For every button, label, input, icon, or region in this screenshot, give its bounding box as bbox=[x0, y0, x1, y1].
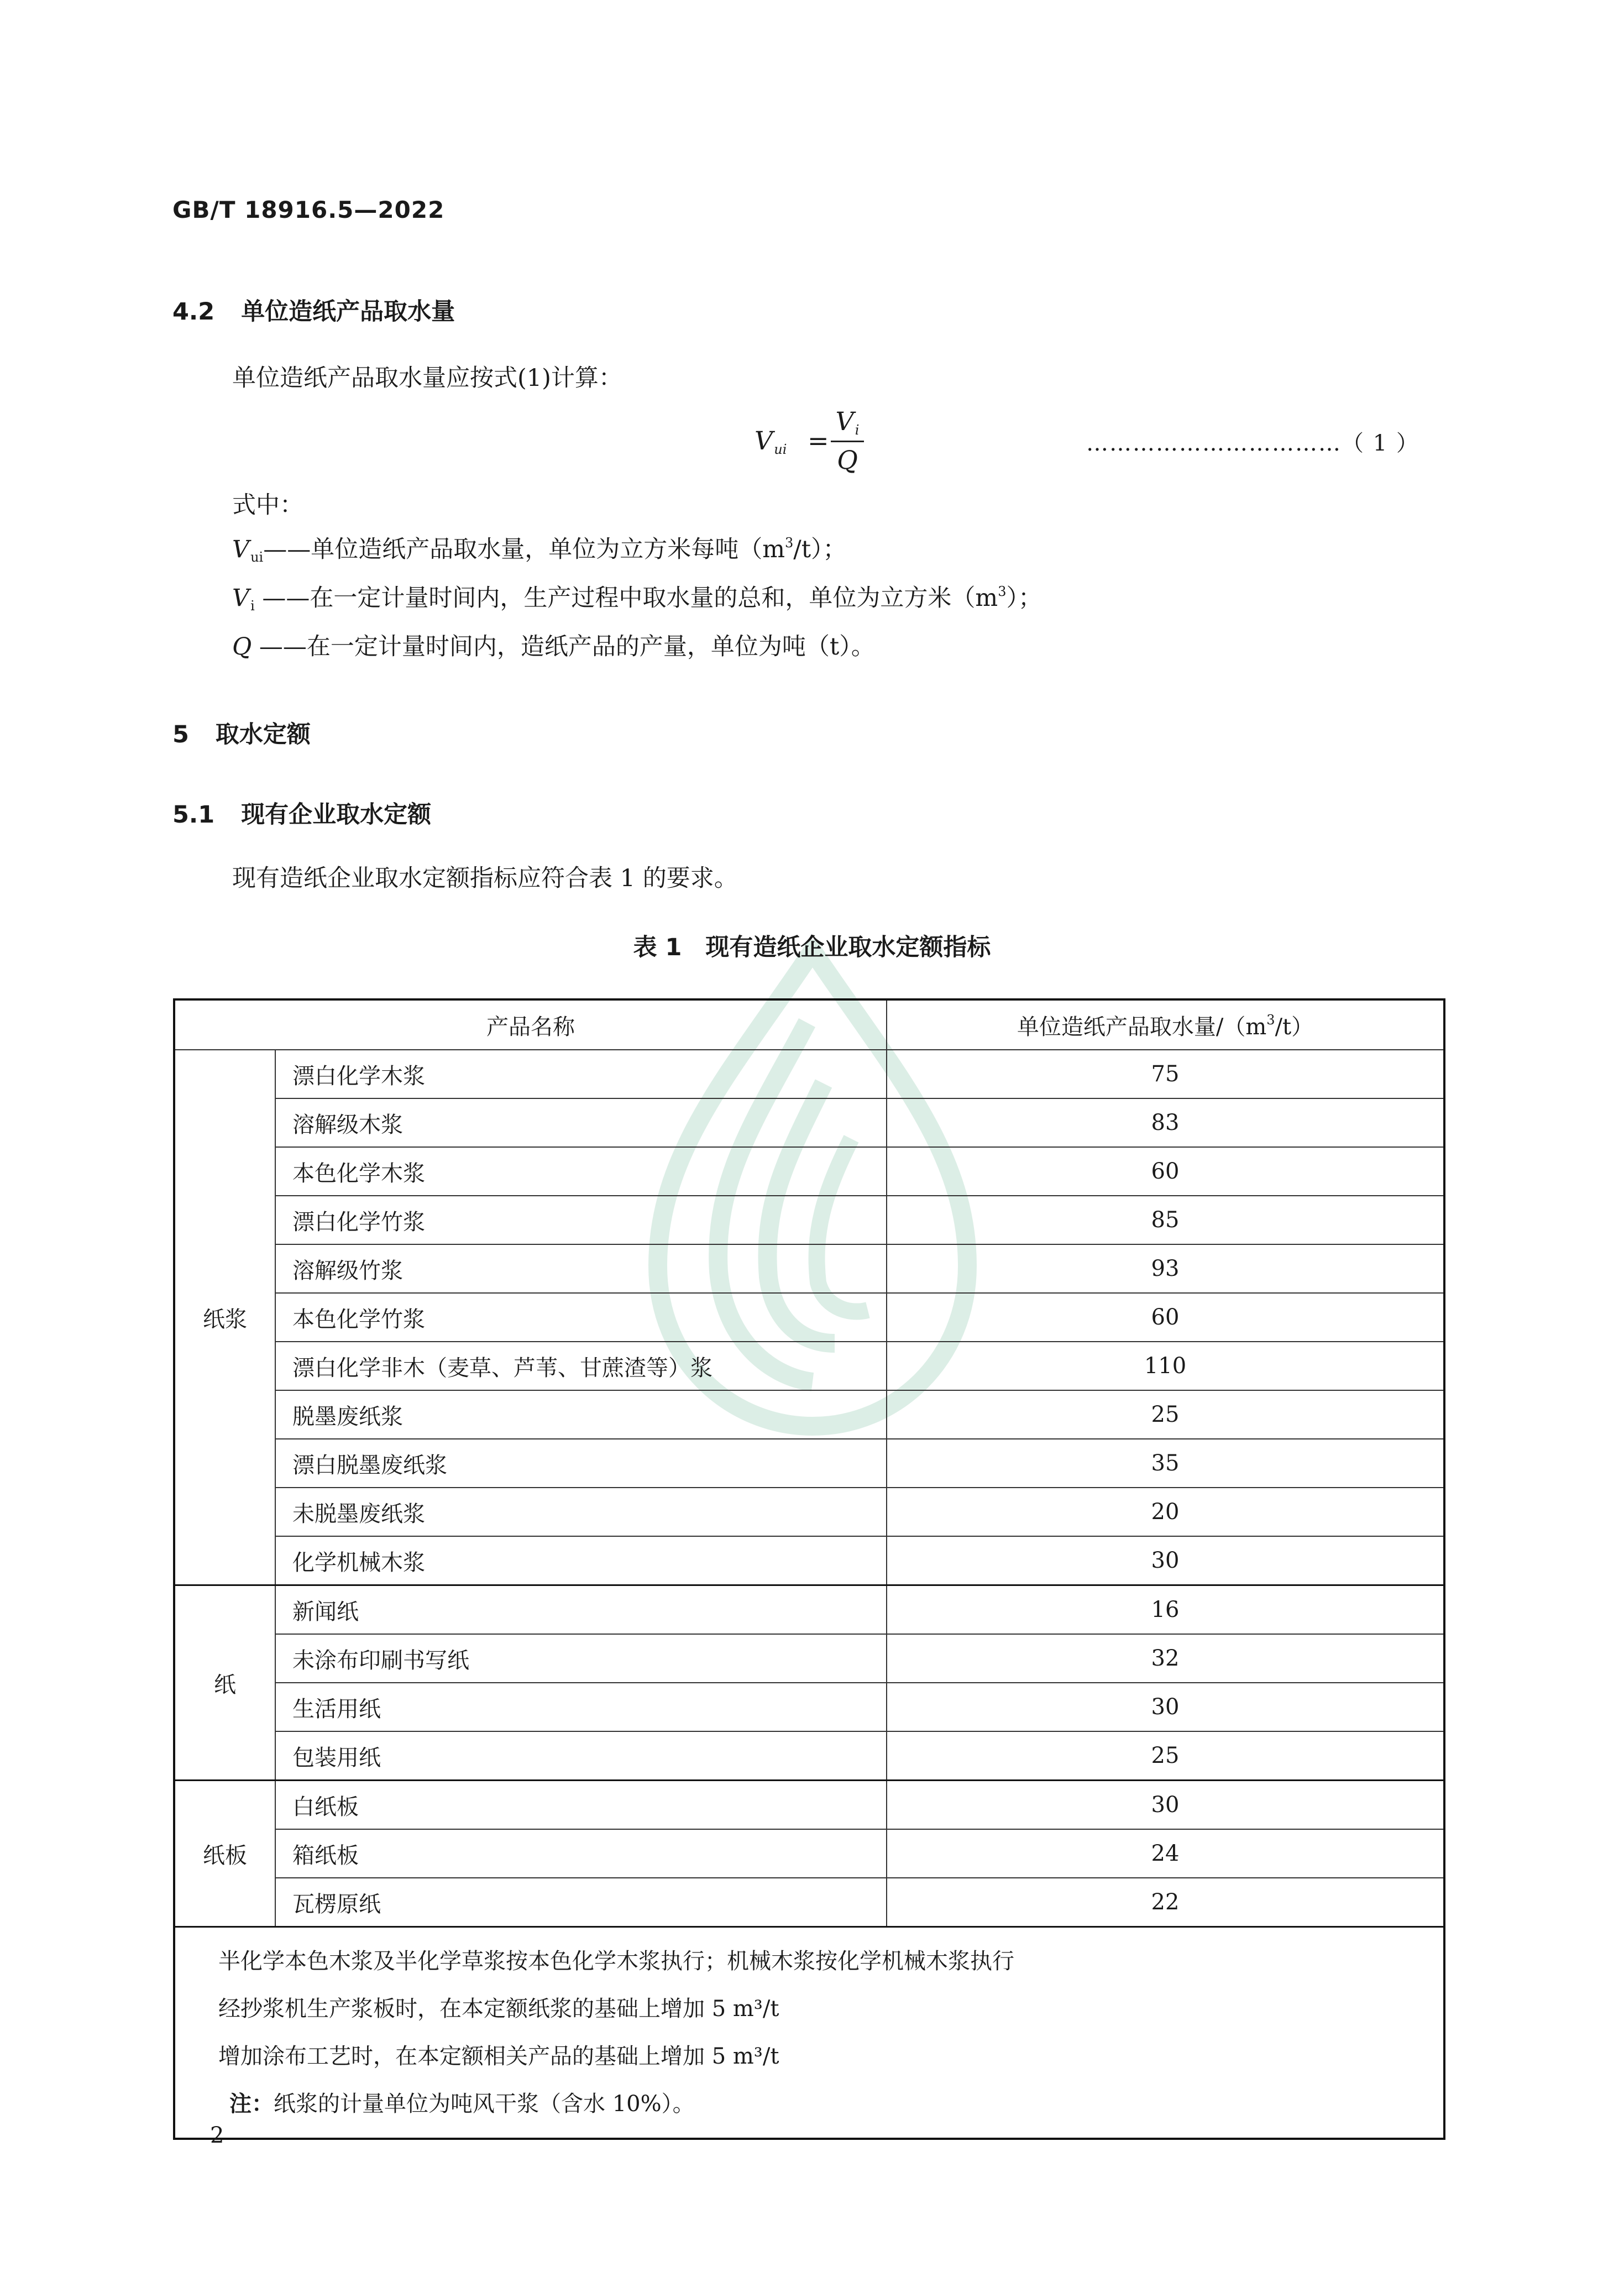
water-intake-value-cell: 60 bbox=[887, 1293, 1444, 1342]
page-number: 2 bbox=[210, 2123, 224, 2148]
water-intake-value-cell: 30 bbox=[887, 1781, 1444, 1830]
formula-equals: = bbox=[808, 426, 829, 456]
water-intake-value-cell: 93 bbox=[887, 1244, 1444, 1293]
fraction-bar bbox=[831, 441, 864, 442]
table-note-line: 经抄浆机生产浆板时，在本定额纸浆的基础上增加 5 m³/t bbox=[218, 1996, 779, 2022]
product-name-cell: 新闻纸 bbox=[275, 1585, 887, 1635]
category-cell: 纸 bbox=[174, 1585, 275, 1781]
section-heading-4-2 bbox=[172, 293, 455, 327]
section-title: 取水定额 bbox=[215, 721, 311, 748]
water-quota-table bbox=[173, 998, 1445, 2140]
equation-number: ……………………………（ 1 ） bbox=[1086, 431, 1419, 456]
table-note-line: 增加涂布工艺时，在本定额相关产品的基础上增加 5 m³/t bbox=[218, 2044, 779, 2069]
category-cell: 纸浆 bbox=[174, 1050, 275, 1585]
water-intake-value-cell: 32 bbox=[887, 1634, 1444, 1683]
table-row bbox=[174, 1878, 1444, 1927]
water-intake-value-cell: 16 bbox=[887, 1585, 1444, 1635]
section-title: 单位造纸产品取水量 bbox=[241, 298, 455, 326]
product-name-cell: 脱墨废纸浆 bbox=[275, 1390, 887, 1439]
water-intake-value-cell: 30 bbox=[887, 1536, 1444, 1585]
header-water-intake: 单位造纸产品取水量$/(m^3/t)$ bbox=[887, 999, 1444, 1050]
water-intake-value-cell: 75 bbox=[887, 1050, 1444, 1098]
table-row bbox=[174, 1585, 1444, 1635]
definition-q: Q ——在一定计量时间内，造纸产品的产量，单位为吨（t）。 bbox=[232, 633, 875, 661]
product-name-cell: 本色化学竹浆 bbox=[275, 1293, 887, 1342]
product-name-cell: 漂白化学竹浆 bbox=[275, 1196, 887, 1244]
product-name-cell: 未涂布印刷书写纸 bbox=[275, 1634, 887, 1683]
table-row bbox=[174, 1098, 1444, 1147]
water-intake-value-cell: 60 bbox=[887, 1147, 1444, 1196]
table-row bbox=[174, 1050, 1444, 1098]
section-heading-5-1 bbox=[172, 796, 431, 830]
category-cell: 纸板 bbox=[174, 1781, 275, 1927]
formula-numerator: $V_i$ bbox=[835, 406, 860, 438]
where-label: 式中： bbox=[232, 491, 303, 519]
product-name-cell: 包装用纸 bbox=[275, 1731, 887, 1781]
water-intake-value-cell: 22 bbox=[887, 1878, 1444, 1927]
table-row bbox=[174, 1196, 1444, 1244]
table-row bbox=[174, 1488, 1444, 1536]
formula-lhs: $V_{ui}$ bbox=[755, 426, 787, 457]
water-intake-value-cell: 25 bbox=[887, 1390, 1444, 1439]
section-5-1-intro: 现有造纸企业取水定额指标应符合表 1 的要求。 bbox=[232, 865, 738, 892]
product-name-cell: 漂白脱墨废纸浆 bbox=[275, 1439, 887, 1488]
product-name-cell: 白纸板 bbox=[275, 1781, 887, 1830]
table-row bbox=[174, 1536, 1444, 1585]
table-row bbox=[174, 1244, 1444, 1293]
header-product-name: 产品名称 bbox=[174, 999, 887, 1050]
section-title: 现有企业取水定额 bbox=[241, 801, 432, 829]
water-intake-value-cell: 30 bbox=[887, 1683, 1444, 1731]
note-label: 注： bbox=[229, 2091, 274, 2117]
table-note-line: 半化学本色木浆及半化学草浆按本色化学木浆执行；机械木浆按化学机械木浆执行 bbox=[218, 1949, 1014, 1974]
table-row bbox=[174, 1634, 1444, 1683]
table-notes-row bbox=[174, 1927, 1444, 2139]
table-caption: 表 1 现有造纸企业取水定额指标 bbox=[633, 934, 991, 961]
table-row bbox=[174, 1829, 1444, 1878]
water-intake-value-cell: 25 bbox=[887, 1731, 1444, 1781]
water-intake-value-cell: 83 bbox=[887, 1098, 1444, 1147]
product-name-cell: 化学机械木浆 bbox=[275, 1536, 887, 1585]
definition-vui: $V_{ui}——$单位造纸产品取水量，单位为立方米每吨$(m^3/t)$； bbox=[232, 535, 847, 565]
water-intake-value-cell: 24 bbox=[887, 1829, 1444, 1878]
product-name-cell: 溶解级竹浆 bbox=[275, 1244, 887, 1293]
definition-vi: $V_i$ ——在一定计量时间内，生产过程中取水量的总和，单位为立方米$(m^3)$； bbox=[232, 584, 1042, 614]
section-number: 4.2 bbox=[172, 298, 215, 326]
section-number: 5.1 bbox=[172, 801, 215, 829]
table-row bbox=[174, 1342, 1444, 1390]
section-number: 5 bbox=[172, 721, 189, 748]
formula-1 bbox=[755, 406, 865, 478]
product-name-cell: 漂白化学木浆 bbox=[275, 1050, 887, 1098]
table-row bbox=[174, 1731, 1444, 1781]
product-name-cell: 箱纸板 bbox=[275, 1829, 887, 1878]
water-intake-value-cell: 110 bbox=[887, 1342, 1444, 1390]
table-header-row bbox=[174, 999, 1444, 1050]
table-row bbox=[174, 1683, 1444, 1731]
product-name-cell: 漂白化学非木（麦草、芦苇、甘蔗渣等）浆 bbox=[275, 1342, 887, 1390]
table-row bbox=[174, 1390, 1444, 1439]
product-name-cell: 未脱墨废纸浆 bbox=[275, 1488, 887, 1536]
section-4-2-intro: 单位造纸产品取水量应按式(1)计算： bbox=[232, 364, 622, 392]
water-intake-value-cell: 35 bbox=[887, 1439, 1444, 1488]
product-name-cell: 瓦楞原纸 bbox=[275, 1878, 887, 1927]
note-text: 纸浆的计量单位为吨风干浆（含水 10%）。 bbox=[274, 2091, 695, 2117]
table-row bbox=[174, 1781, 1444, 1830]
water-intake-value-cell: 85 bbox=[887, 1196, 1444, 1244]
table-notes bbox=[174, 1927, 1444, 2139]
water-intake-value-cell: 20 bbox=[887, 1488, 1444, 1536]
standard-code: GB/T 18916.5—2022 bbox=[172, 196, 445, 223]
table-row bbox=[174, 1293, 1444, 1342]
table-row bbox=[174, 1147, 1444, 1196]
product-name-cell: 溶解级木浆 bbox=[275, 1098, 887, 1147]
table-footnote bbox=[218, 2080, 1443, 2128]
section-heading-5 bbox=[172, 716, 311, 750]
table-row bbox=[174, 1439, 1444, 1488]
product-name-cell: 生活用纸 bbox=[275, 1683, 887, 1731]
formula-denominator: Q bbox=[837, 445, 858, 475]
product-name-cell: 本色化学木浆 bbox=[275, 1147, 887, 1196]
